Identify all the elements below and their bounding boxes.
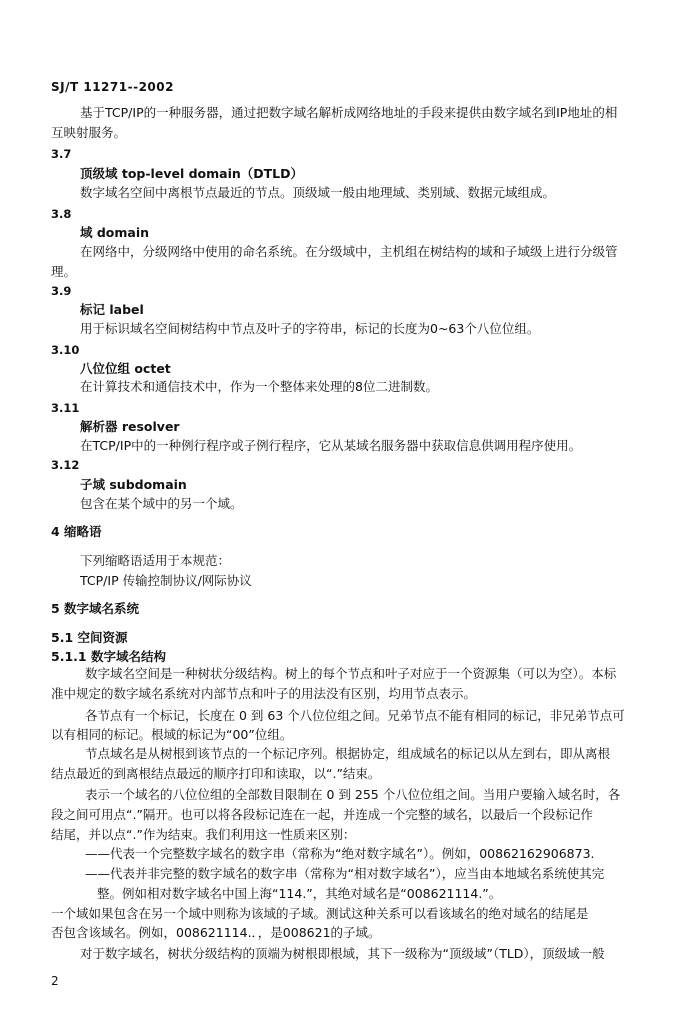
- term-number: 3.8: [51, 207, 72, 221]
- body-line: 数字域名空间是一种树状分级结构。树上的每个节点和叶子对应于一个资源集（可以为空）。本标: [85, 666, 617, 681]
- section-5-heading: 5 数字域名系统: [51, 601, 140, 616]
- body-line: 表示一个域名的八位位组的全部数目限制在 0 到 255 个八位位组之间。当用户要输入域名时，各: [85, 787, 621, 802]
- body-line: ——代表一个完整数字域名的数字串（常称为“绝对数字域名”）。例如，00862162906873.: [85, 846, 595, 861]
- body-line: 结点最近的到离根结点最远的顺序打印和读取，以“.”结束。: [51, 766, 381, 781]
- term-title: 子域 subdomain: [80, 477, 187, 492]
- term-title: 标记 label: [80, 302, 144, 317]
- body-line: 节点域名是从树根到该节点的一个标记序列。根据协定，组成域名的标记以从左到右，即从离根: [85, 746, 611, 761]
- body-line: 段之间可用点“.”隔开。也可以将各段标记连在一起，并连成一个完整的域名，以最后一个段标记作: [51, 807, 593, 822]
- term-definition: 在网络中，分级网络中使用的命名系统。在分级域中，主机组在树结构的域和子域级上进行分级管: [80, 244, 618, 259]
- term-number: 3.12: [51, 458, 80, 472]
- body-line: 以有相同的标记。根域的标记为“00”位组。: [51, 727, 293, 742]
- intro-line-1: 基于TCP/IP的一种服务器，通过把数字域名解析成网络地址的手段来提供由数字域名到IP地址的相: [80, 105, 618, 120]
- body-line: 对于数字域名，树状分级结构的顶端为树根即根域，其下一级称为“顶级域”（TLD），顶级域一般: [80, 946, 605, 961]
- term-definition: 数字域名空间中离根节点最近的节点。顶级域一般由地理域、类别域、数据元域组成。: [80, 185, 556, 200]
- abbreviation-entry: TCP/IP 传输控制协议/网际协议: [80, 573, 252, 588]
- term-title: 域 domain: [80, 225, 150, 240]
- term-title: 解析器 resolver: [80, 419, 180, 434]
- subsection-heading: 5.1 空间资源: [51, 630, 128, 645]
- subsection-heading: 5.1.1 数字域名结构: [51, 649, 166, 664]
- term-number: 3.11: [51, 401, 80, 415]
- body-line: 否包含该域名。例如，008621114.．，是008621的子域。: [51, 925, 381, 940]
- intro-line-2: 互映射服务。: [51, 125, 127, 140]
- section-4-heading: 4 缩略语: [51, 524, 102, 539]
- body-line: ——代表并非完整的数字域名的数字串（常称为“相对数字域名”），应当由本地域名系统使其完: [85, 866, 605, 881]
- body-line: 准中规定的数字域名系统对内部节点和叶子的用法没有区别，均用节点表示。: [51, 686, 477, 701]
- doc-header-id: SJ/T 11271--2002: [51, 80, 174, 94]
- term-definition: 在计算技术和通信技术中，作为一个整体来处理的8位二进制数。: [80, 379, 438, 394]
- term-number: 3.9: [51, 284, 72, 298]
- term-number: 3.7: [51, 147, 72, 161]
- term-title: 八位位组 octet: [80, 361, 171, 376]
- body-line: 结尾，并以点“.”作为结束。我们利用这一性质来区别：: [51, 827, 356, 842]
- term-definition: 在TCP/IP中的一种例行程序或子例行程序，它从某域名服务器中获取信息供调用程序使用。: [80, 438, 582, 453]
- term-title: 顶级域 top-level domain（DTLD）: [80, 166, 303, 181]
- term-definition: 用于标识域名空间树结构中节点及叶子的字符串，标记的长度为0~63个八位位组。: [80, 321, 540, 336]
- term-definition: 包含在某个域中的另一个域。: [80, 496, 243, 511]
- body-line: 各节点有一个标记，长度在 0 到 63 个八位位组之间。兄弟节点不能有相同的标记，非兄弟节点可: [85, 708, 625, 723]
- term-number: 3.10: [51, 343, 80, 357]
- body-line: 一个域如果包含在另一个域中则称为该域的子域。测试这种关系可以看该域名的绝对域名的结尾是: [51, 906, 589, 921]
- page-number: 2: [51, 974, 59, 988]
- term-definition: 理。: [51, 264, 77, 279]
- section-4-intro: 下列缩略语适用于本规范：: [80, 553, 231, 568]
- body-line: 整。例如相对数字域名中国上海“114.”，其绝对域名是“008621114.”。: [97, 886, 502, 901]
